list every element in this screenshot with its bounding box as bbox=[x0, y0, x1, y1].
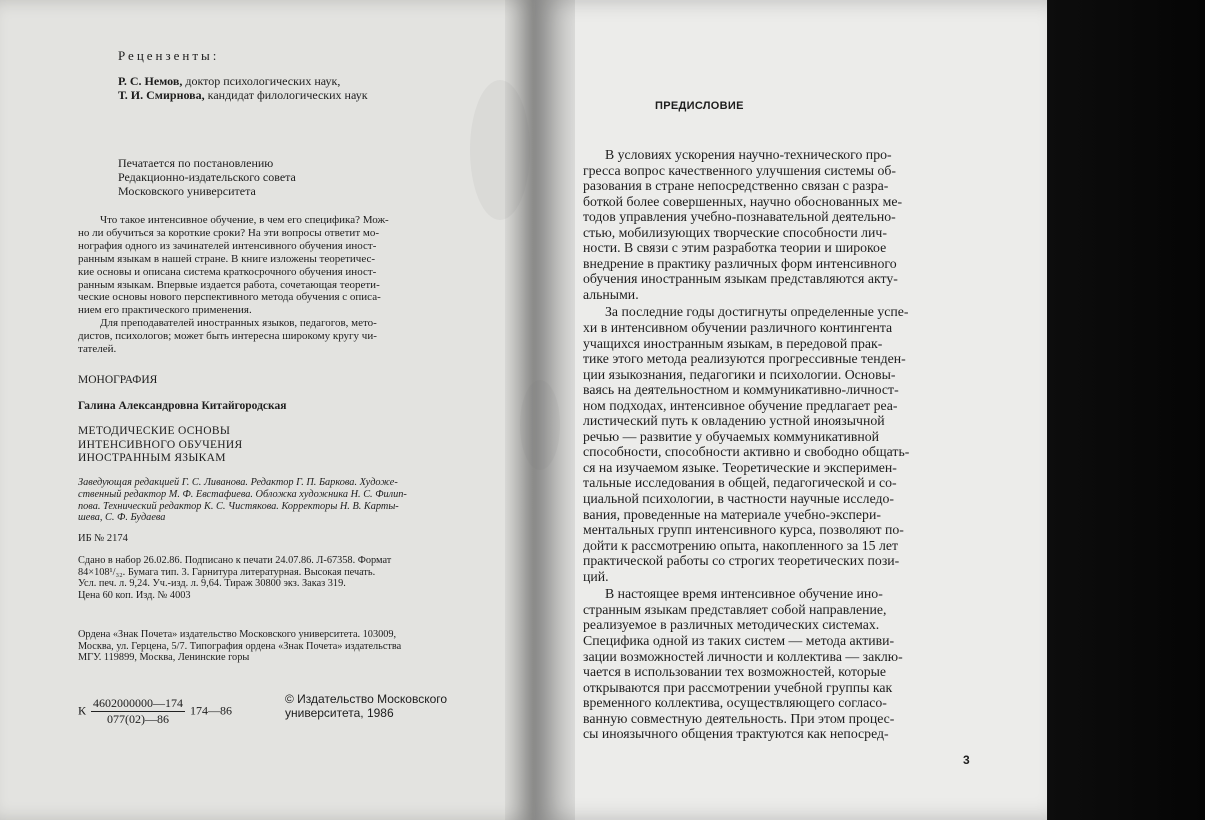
author-name: Галина Александровна Китайгородская bbox=[78, 400, 287, 412]
annotation-line: ческие основы нового перспективного метода обучения с описа- bbox=[78, 291, 381, 304]
reviewer-line bbox=[118, 88, 448, 102]
reviewer-name: Р. С. Немов, bbox=[118, 74, 183, 88]
book-title-line: ИНОСТРАННЫМ ЯЗЫКАМ bbox=[78, 452, 226, 464]
annotation-line: тателей. bbox=[78, 343, 117, 356]
publisher-line: Ордена «Знак Почета» издательство Московского университета. 103009, bbox=[78, 629, 397, 640]
preface-line: ции языкознания, педагогики и психологии. Основы- bbox=[583, 366, 896, 382]
preface-line: чается в использовании тех возможностей, которые bbox=[583, 664, 887, 680]
paper-stain bbox=[470, 80, 530, 220]
preface-line: практической работы со строгих теоретических пози- bbox=[583, 553, 900, 569]
print-note-line: Московского университета bbox=[118, 184, 256, 198]
preface-paragraph bbox=[583, 147, 973, 302]
reviewers-title: Рецензенты: bbox=[118, 48, 220, 63]
ib-number: ИБ № 2174 bbox=[78, 533, 128, 544]
preface-line: открываются при рассмотрении учебной группы как bbox=[583, 679, 893, 695]
annotation-line: дистов, психологов; может быть интересна широкому кругу чи- bbox=[78, 330, 377, 343]
print-note-line: Печатается по постановлению bbox=[118, 156, 274, 170]
preface-line: стью, мобилизующих творческие способности лич- bbox=[583, 224, 887, 240]
annotation bbox=[78, 214, 466, 356]
staff-line: ственный редактор М. Ф. Евстафиева. Обложка художника Н. С. Филип- bbox=[78, 488, 407, 500]
preface-line: реализуемое в различных методических системах. bbox=[583, 617, 880, 633]
publisher-line: Москва, ул. Герцена, 5/7. Типография ордена «Знак Почета» издательства bbox=[78, 640, 402, 652]
k-code-suffix: 174—86 bbox=[190, 703, 233, 718]
staff-line: пова. Технический редактор К. С. Чистякова. Корректоры Н. В. Карты- bbox=[78, 500, 399, 512]
preface-line: разования в стране непосредственно связан с разра- bbox=[583, 178, 889, 194]
reviewer-line bbox=[118, 74, 448, 88]
preface-line: ном подходах, интенсивное обучение предлагает реа- bbox=[583, 397, 898, 413]
print-note bbox=[118, 156, 398, 198]
preface-line: сы иноязычного общения трактуются как непосред- bbox=[583, 726, 889, 742]
preface-line: ся на изучаемом языке. Теоретические и эксперимен- bbox=[583, 459, 897, 475]
reviewer-degree: доктор психологических наук, bbox=[182, 74, 341, 88]
reviewers-list bbox=[118, 74, 448, 102]
annotation-line: Что такое интенсивное обучение, в чем его специфика? Мож- bbox=[100, 214, 389, 226]
preface-line: обучения иностранным языкам представляются акту- bbox=[583, 271, 898, 287]
preface-body bbox=[583, 147, 973, 744]
k-code-prefix: К bbox=[78, 703, 87, 718]
editorial-staff bbox=[78, 477, 468, 524]
preface-line: гресса вопрос качественного улучшения системы об- bbox=[583, 162, 897, 178]
book-title-line: МЕТОДИЧЕСКИЕ ОСНОВЫ bbox=[78, 425, 231, 437]
preface-line: тике этого метода реализуются прогрессивные тенден- bbox=[583, 351, 906, 367]
preface-line: В настоящее время интенсивное обучение ино- bbox=[605, 586, 883, 602]
preface-line: ций. bbox=[583, 568, 609, 584]
preface-line: хи в интенсивном обучении различного контингента bbox=[583, 320, 893, 336]
preface-line: За последние годы достигнуты определенные успе- bbox=[605, 304, 909, 320]
annotation-line: нография одного из зачинателей интенсивного обучения иност- bbox=[78, 239, 377, 252]
technical-line: Сдано в набор 26.02.86. Подписано к печати 24.07.86. Л-67358. Формат bbox=[78, 555, 392, 566]
technical-info bbox=[78, 555, 468, 601]
preface-line: внедрение в практику различных форм интенсивного bbox=[583, 255, 897, 271]
technical-line: Усл. печ. л. 9,24. Уч.-изд. л. 9,64. Тираж 30800 экз. Заказ 319. bbox=[78, 578, 346, 589]
reviewer-name: Т. И. Смирнова, bbox=[118, 88, 205, 102]
publisher-info bbox=[78, 629, 470, 664]
print-note-line: Редакционно-издательского совета bbox=[118, 170, 296, 184]
monograph-label: МОНОГРАФИЯ bbox=[78, 374, 158, 386]
k-code-numerator: 4602000000—174 bbox=[93, 696, 184, 710]
annotation-line: ранным языкам в нашей стране. В книге изложены теоретичес- bbox=[78, 252, 376, 265]
preface-line: ности. В связи с этим разработка теории и широкое bbox=[583, 240, 887, 256]
preface-line: учащихся иностранным языкам, в передовой прак- bbox=[583, 335, 883, 351]
preface-paragraph bbox=[583, 586, 973, 741]
preface-line: циальной психологии, в частности научные исследо- bbox=[583, 491, 895, 507]
staff-line: Заведующая редакцией Г. С. Ливанова. Редактор Г. П. Баркова. Художе- bbox=[78, 477, 398, 488]
preface-line: речью — развитие у обучаемых коммуникативной bbox=[583, 428, 880, 444]
paper-stain bbox=[520, 380, 560, 470]
book-title bbox=[78, 425, 378, 466]
preface-line: тальные исследования в общей, педагогической и со- bbox=[583, 475, 897, 491]
preface-heading: ПРЕДИСЛОВИЕ bbox=[655, 100, 744, 112]
annotation-line: Для преподавателей иностранных языков, педагогов, мето- bbox=[100, 317, 377, 330]
preface-line: листический путь к овладению устной иноязычной bbox=[583, 413, 885, 429]
preface-line: альными. bbox=[583, 286, 639, 302]
annotation-line: но ли обучиться за короткие сроки? На эти вопросы ответит мо- bbox=[78, 226, 380, 239]
preface-line: вания, проведенные на материале учебно-экспери- bbox=[583, 506, 881, 522]
preface-line: ванную совместную деятельность. При этом процес- bbox=[583, 710, 895, 726]
publisher-line: МГУ. 119899, Москва, Ленинские горы bbox=[78, 652, 250, 663]
preface-line: тодов управления учебно-познавательной деятельно- bbox=[583, 209, 896, 225]
preface-line: зации возможностей личности и коллектива — заклю- bbox=[583, 648, 903, 664]
k-code-denominator: 077(02)—86 bbox=[107, 712, 170, 726]
preface-line: В условиях ускорения научно-технического про- bbox=[605, 147, 892, 162]
preface-paragraph bbox=[583, 304, 973, 584]
staff-line: шева, С. Ф. Будаева bbox=[78, 512, 166, 524]
annotation-line: ранным языкам. Впервые издается работа, сочетающая теорети- bbox=[78, 278, 380, 291]
copyright bbox=[285, 693, 447, 720]
k-code-fraction bbox=[91, 696, 185, 727]
reviewer-degree: кандидат филологических наук bbox=[204, 88, 368, 102]
preface-line: боткой более совершенных, научно обоснованных ме- bbox=[583, 193, 903, 209]
technical-line: Цена 60 коп. Изд. № 4003 bbox=[78, 589, 191, 601]
annotation-line: нием его практического применения. bbox=[78, 304, 252, 317]
preface-line: странным языкам представляет собой направление, bbox=[583, 601, 887, 617]
annotation-line: кие основы и описана система краткосрочного обучения иност- bbox=[78, 265, 377, 278]
preface-line: способности, способности активно и свободно общать- bbox=[583, 444, 910, 460]
preface-line: ментальных групп интенсивного курса, позволяют по- bbox=[583, 522, 904, 538]
page-number: 3 bbox=[963, 753, 970, 767]
copyright-line: © Издательство Московского bbox=[285, 692, 448, 706]
copyright-line: университета, 1986 bbox=[285, 705, 394, 720]
book-title-line: ИНТЕНСИВНОГО ОБУЧЕНИЯ bbox=[78, 438, 243, 451]
technical-line: 84×108¹/₃₂. Бумага тип. 3. Гарнитура литературная. Высокая печать. bbox=[78, 566, 376, 578]
preface-line: временного коллектива, осуществляющего согласо- bbox=[583, 695, 887, 711]
preface-line: ваясь на деятельностном и коммуникативно-личност- bbox=[583, 382, 899, 398]
k-code bbox=[78, 696, 232, 727]
preface-line: Специфика одной из таких систем — метода активи- bbox=[583, 632, 895, 648]
preface-line: дойти к рассмотрению опыта, накопленного за 15 лет bbox=[583, 537, 898, 553]
